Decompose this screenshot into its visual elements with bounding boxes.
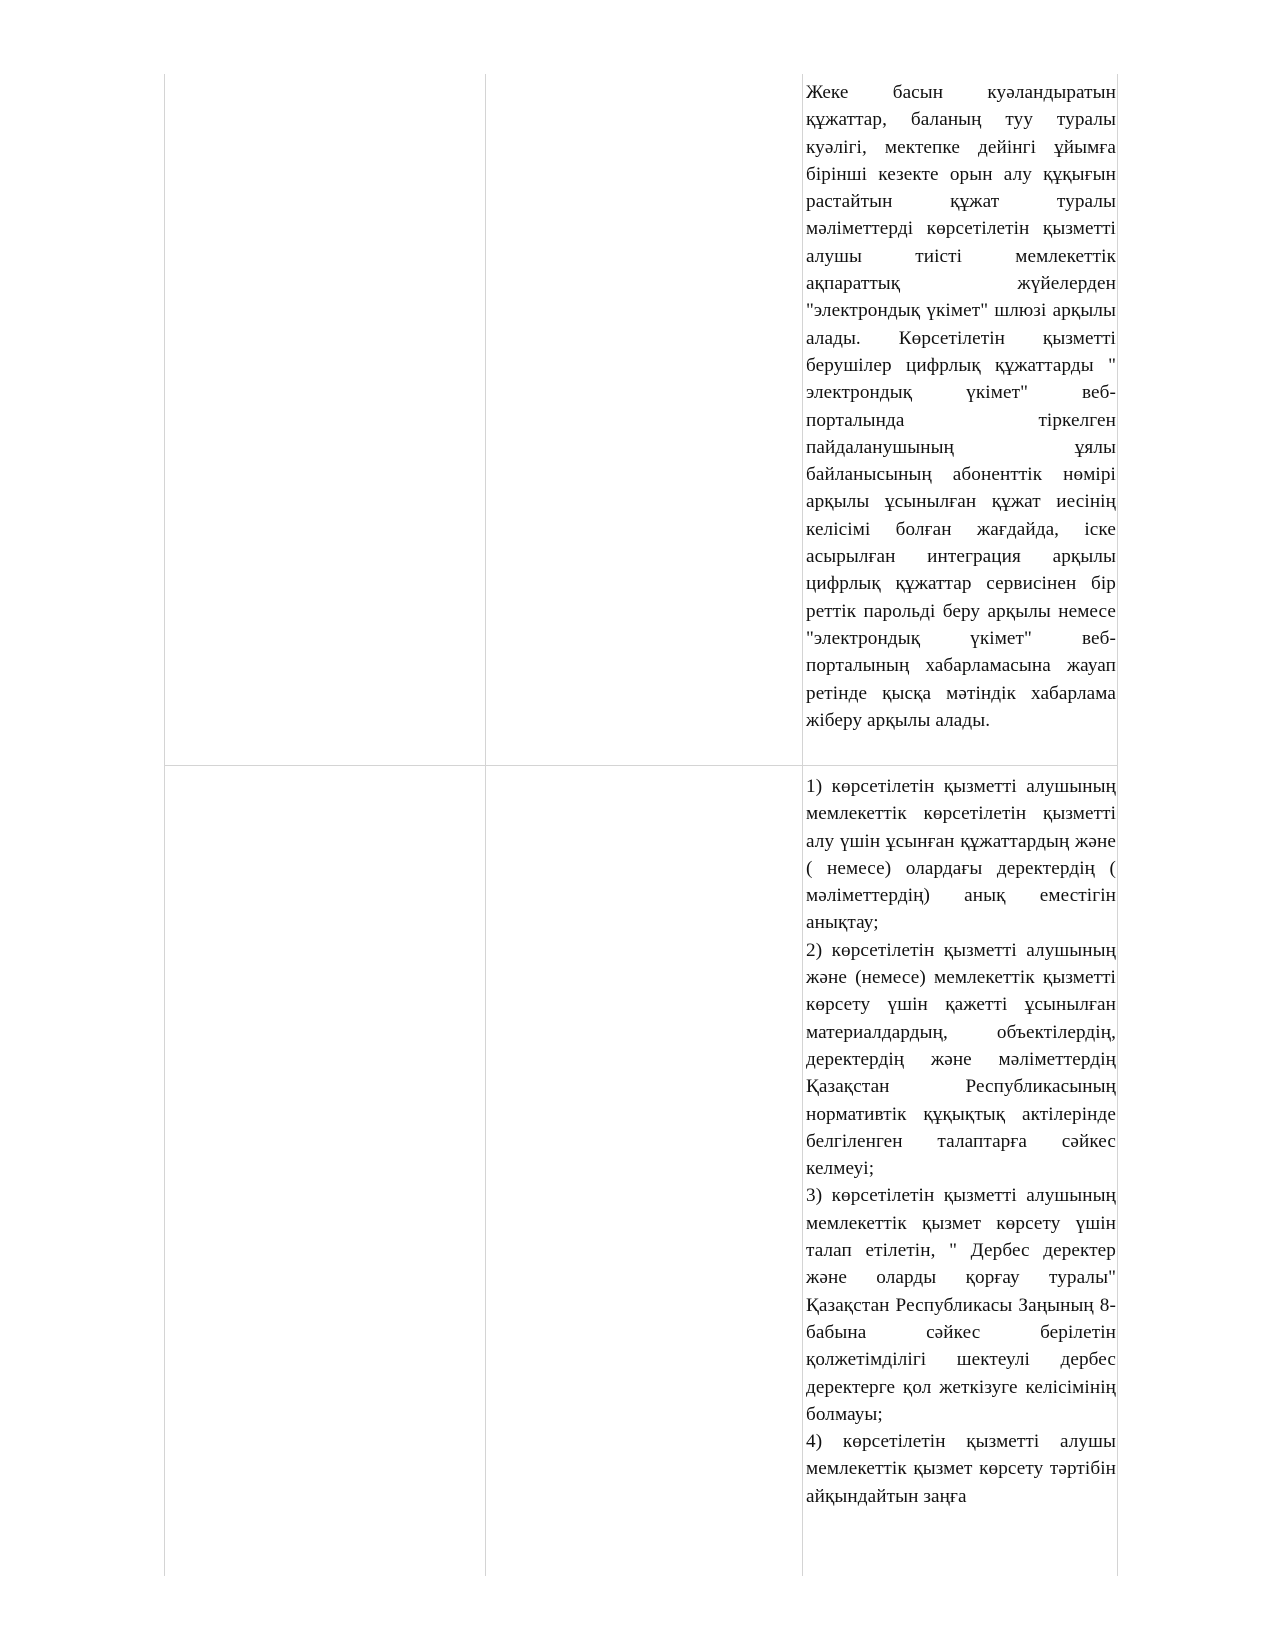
table-border-left [164, 74, 165, 1576]
table-row2-col3-text [806, 773, 1116, 1510]
list-item: 2) көрсетілетін қызметті алушының және (немесе) мемлекеттік қызметті көрсету үшін қажетті ұсынылған материалдардың, объектілердің, деректердің және мәліметтердің Қазақстан Республикасының нормативтік құқықтық актілерінде белгіленген талаптарға сәйкес келмеуі; [806, 939, 1116, 1180]
table-border-right [1117, 74, 1118, 1576]
table-border-col2 [485, 74, 486, 1576]
table-row-divider [164, 765, 1118, 766]
paragraph: Жеке басын куәландыратын құжаттар, баланың туу туралы куәлігі, мектепке дейінгі ұйымға бірінші кезекте орын алу құқығын растайтын құжат туралы мәліметтерді көрсетілетін қызметті алушы тиісті мемлекеттік ақпараттық жүйелерден "электрондық үкімет" шлюзі арқылы алады. Көрсетілетін қызметті берушілер цифрлық құжаттарды " электрондық үкімет" веб-порталында тіркелген пайдаланушының ұялы байланысының абоненттік нөмірі арқылы ұсынылған құжат иесінің келісімі болған жағдайда, іске асырылған интеграция арқылы цифрлық құжаттар сервисінен бір реттік парольді беру арқылы немесе "электрондық үкімет" веб-порталының хабарламасына жауап ретінде қысқа мәтіндік хабарлама жіберу арқылы алады. [806, 82, 1116, 731]
table-row1-col3-text [806, 79, 1116, 734]
list-item: 3) көрсетілетін қызметті алушының мемлекеттік қызмет көрсету үшін талап етілетін, " Дербес деректер және оларды қорғау туралы" Қазақстан Республикасы Заңының 8-бабына сәйкес берілетін қолжетімділігі шектеулі дербес деректерге қол жеткізуге келісімінің болмауы; [806, 1185, 1116, 1425]
list-item: 1) көрсетілетін қызметті алушының мемлекеттік көрсетілетін қызметті алу үшін ұсынған құжаттардың және ( немесе) олардағы деректердің ( мәліметтердің) анық еместігін анықтау; [806, 776, 1116, 934]
list-item: 4) көрсетілетін қызметті алушы мемлекеттік қызмет көрсету тәртібін айқындайтын заңға [806, 1431, 1116, 1507]
table-border-col3 [802, 74, 803, 1576]
